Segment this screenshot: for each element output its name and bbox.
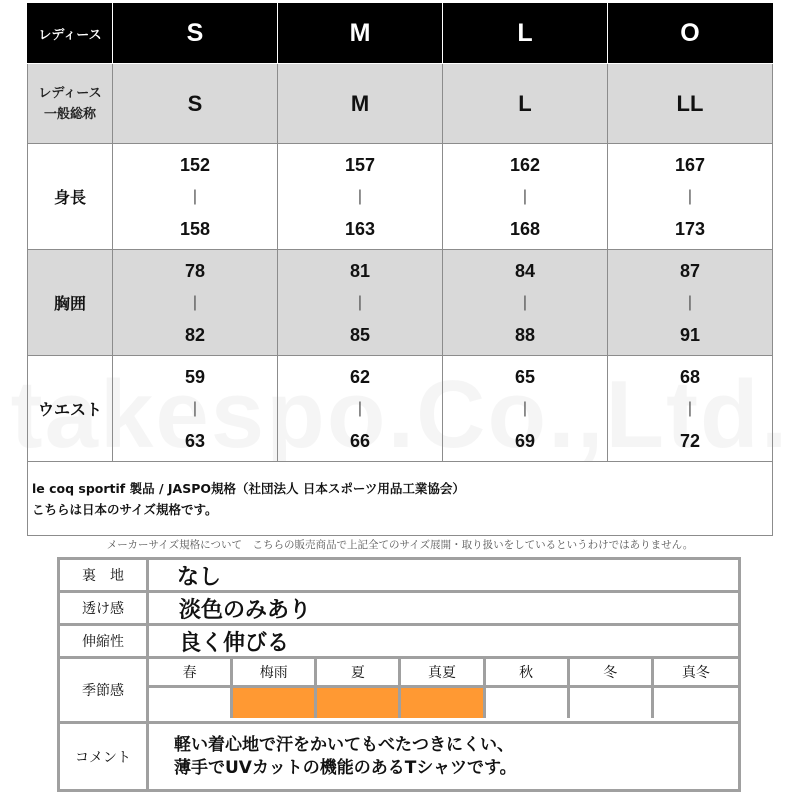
- range-separator: |: [357, 187, 363, 205]
- range-min: 162: [509, 154, 541, 175]
- general-size-l: L: [443, 64, 608, 144]
- range-min: 62: [349, 366, 371, 387]
- range-separator: |: [687, 187, 693, 205]
- range-max: 158: [179, 218, 211, 239]
- comment-line-2: 薄手でUVカットの機能のあるTシャツです。: [174, 757, 517, 778]
- general-size-ll: LL: [608, 64, 773, 144]
- size-chart-table: [27, 3, 773, 536]
- product-spec-table: [57, 557, 741, 792]
- height-row: [28, 144, 773, 250]
- range-max: 163: [344, 218, 376, 239]
- season-label: 季節感: [60, 659, 149, 721]
- range-min: 157: [344, 154, 376, 175]
- comment-line-1: 軽い着心地で汗をかいてもべたつきにくい、: [174, 734, 514, 755]
- waist-row: [28, 356, 773, 462]
- stretch-label: 伸縮性: [60, 626, 149, 656]
- season-mark-midsummer: [401, 688, 485, 718]
- header-size-s: S: [113, 4, 278, 64]
- waist-m: [278, 356, 443, 462]
- spec-row-lining: [60, 560, 738, 593]
- range-min: 87: [679, 260, 701, 281]
- season-mark-spring: [149, 688, 233, 718]
- range-min: 84: [514, 260, 536, 281]
- header-size-m: M: [278, 4, 443, 64]
- chest-label: 胸囲: [28, 250, 113, 356]
- season-mark-midwinter: [654, 688, 738, 718]
- season-mark-summer: [317, 688, 401, 718]
- comment-value: [149, 724, 738, 789]
- height-m: [278, 144, 443, 250]
- general-size-row: [28, 64, 773, 144]
- waist-o: [608, 356, 773, 462]
- waist-s: [113, 356, 278, 462]
- range-max: 91: [679, 324, 701, 345]
- range-max: 69: [514, 430, 536, 451]
- season-winter: 冬: [570, 659, 654, 688]
- lining-value: なし: [177, 564, 222, 590]
- range-separator: |: [522, 293, 528, 311]
- season-mark-rainy: [233, 688, 317, 718]
- range-max: 85: [349, 324, 371, 345]
- height-s: [113, 144, 278, 250]
- size-note: [28, 462, 773, 536]
- range-max: 88: [514, 324, 536, 345]
- season-grid: [149, 659, 738, 721]
- season-summer: 夏: [317, 659, 401, 688]
- general-label-line2: 一般総称: [43, 106, 96, 122]
- general-size-m: M: [278, 64, 443, 144]
- lining-label: 裏 地: [60, 560, 149, 590]
- chest-row: [28, 250, 773, 356]
- range-min: 167: [674, 154, 706, 175]
- height-l: [443, 144, 608, 250]
- range-max: 82: [184, 324, 206, 345]
- season-mark-winter: [570, 688, 654, 718]
- transparency-value: 淡色のみあり: [179, 597, 312, 623]
- size-header-row: [28, 4, 773, 64]
- range-separator: |: [192, 293, 198, 311]
- season-midsummer: 真夏: [401, 659, 485, 688]
- chest-l: [443, 250, 608, 356]
- waist-label: ウエスト: [28, 356, 113, 462]
- range-separator: |: [192, 399, 198, 417]
- waist-l: [443, 356, 608, 462]
- range-separator: |: [522, 187, 528, 205]
- size-disclaimer: メーカーサイズ規格について こちらの販売商品で上記全てのサイズ展開・取り扱いをしているというわけではありません。: [106, 539, 694, 551]
- range-max: 72: [679, 430, 701, 451]
- spec-row-comment: [60, 724, 738, 789]
- season-midwinter: 真冬: [654, 659, 738, 688]
- header-label: レディース: [28, 4, 113, 64]
- range-min: 152: [179, 154, 211, 175]
- transparency-label: 透け感: [60, 593, 149, 623]
- range-max: 66: [349, 430, 371, 451]
- range-max: 173: [674, 218, 706, 239]
- season-rainy: 梅雨: [233, 659, 317, 688]
- comment-label: コメント: [60, 724, 149, 789]
- chest-o: [608, 250, 773, 356]
- note-line-2: こちらは日本のサイズ規格です。: [32, 501, 218, 517]
- size-note-row: [28, 462, 773, 536]
- range-min: 65: [514, 366, 536, 387]
- range-separator: |: [192, 187, 198, 205]
- chest-m: [278, 250, 443, 356]
- general-label: [28, 64, 113, 144]
- spec-row-transparency: [60, 593, 738, 626]
- chest-s: [113, 250, 278, 356]
- range-separator: |: [357, 399, 363, 417]
- range-min: 59: [184, 366, 206, 387]
- range-min: 68: [679, 366, 701, 387]
- general-size-s: S: [113, 64, 278, 144]
- header-size-l: L: [443, 4, 608, 64]
- spec-row-season: [60, 659, 738, 724]
- season-autumn: 秋: [486, 659, 570, 688]
- spec-row-stretch: [60, 626, 738, 659]
- range-min: 81: [349, 260, 371, 281]
- range-separator: |: [687, 399, 693, 417]
- stretch-value: 良く伸びる: [179, 630, 290, 656]
- range-separator: |: [522, 399, 528, 417]
- range-max: 63: [184, 430, 206, 451]
- height-o: [608, 144, 773, 250]
- header-size-o: O: [608, 4, 773, 64]
- note-line-1: le coq sportif 製品 / JASPO規格（社団法人 日本スポーツ用品工業協会）: [32, 480, 465, 496]
- season-mark-autumn: [486, 688, 570, 718]
- range-max: 168: [509, 218, 541, 239]
- height-label: 身長: [28, 144, 113, 250]
- range-separator: |: [687, 293, 693, 311]
- season-spring: 春: [149, 659, 233, 688]
- range-min: 78: [184, 260, 206, 281]
- range-separator: |: [357, 293, 363, 311]
- general-label-line1: レディース: [38, 85, 102, 101]
